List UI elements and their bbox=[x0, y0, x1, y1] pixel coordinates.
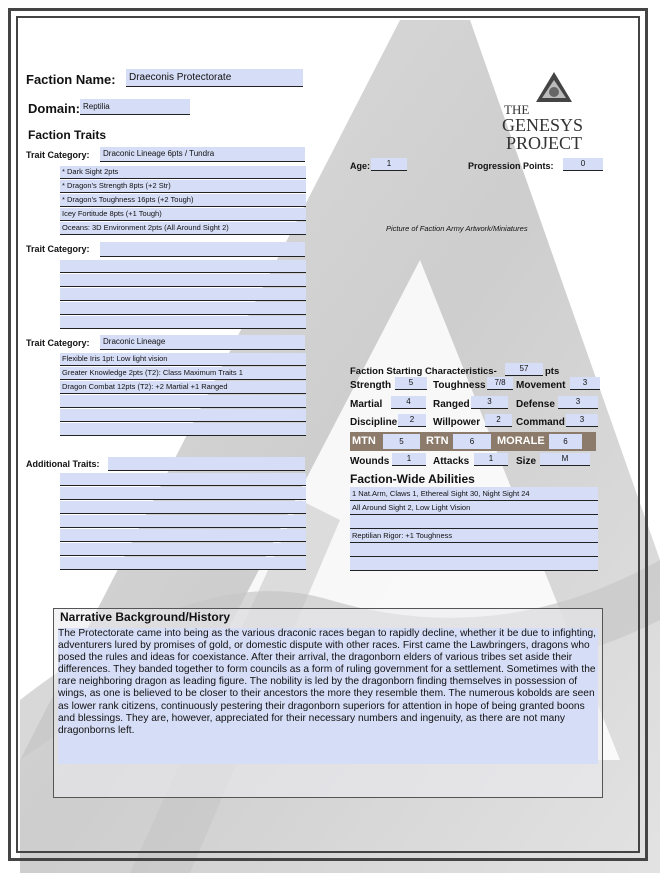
logo-the: THE bbox=[504, 102, 530, 117]
ability-row[interactable]: All Around Sight 2, Low Light Vision bbox=[350, 501, 598, 515]
trait-row[interactable]: * Dark Sight 2pts bbox=[60, 166, 306, 179]
willpower-field[interactable]: 2 bbox=[485, 414, 512, 427]
size-label: Size bbox=[516, 456, 537, 467]
movement-field[interactable]: 3 bbox=[570, 377, 600, 390]
rtn-field[interactable]: 6 bbox=[453, 434, 491, 449]
wounds-label: Wounds bbox=[350, 456, 390, 467]
discipline-field[interactable]: 2 bbox=[398, 414, 426, 427]
mtn-field[interactable]: 5 bbox=[383, 434, 420, 449]
trait-row[interactable] bbox=[60, 473, 306, 486]
mtn-label: MTN bbox=[352, 435, 376, 447]
logo-project: PROJECT bbox=[506, 133, 583, 153]
martial-field[interactable]: 4 bbox=[391, 396, 426, 409]
trait-row[interactable] bbox=[60, 288, 306, 301]
willpower-label: Willpower bbox=[433, 417, 481, 428]
discipline-label: Discipline bbox=[350, 417, 398, 428]
domain-label: Domain: bbox=[28, 101, 80, 116]
characteristics-title: Faction Starting Characteristics- bbox=[350, 366, 497, 377]
faction-name-label: Faction Name: bbox=[26, 72, 116, 87]
strength-label: Strength bbox=[350, 380, 392, 391]
trait-category-label-2: Trait Category: bbox=[26, 244, 90, 254]
defense-label: Defense bbox=[516, 399, 555, 410]
trait-row[interactable] bbox=[60, 409, 306, 422]
trait-category-field-1[interactable]: Draconic Lineage 6pts / Tundra bbox=[100, 147, 305, 162]
trait-row[interactable] bbox=[60, 543, 306, 556]
characteristic-points-field[interactable]: 57 bbox=[505, 363, 543, 376]
progression-points-label: Progression Points: bbox=[468, 161, 554, 171]
progression-points-field[interactable]: 0 bbox=[563, 158, 603, 171]
trait-row[interactable] bbox=[60, 260, 306, 273]
ability-row[interactable] bbox=[350, 543, 598, 557]
logo-genesys: GENESYS bbox=[502, 115, 584, 135]
morale-label: MORALE bbox=[497, 435, 545, 447]
command-field[interactable]: 3 bbox=[566, 414, 598, 427]
trait-row[interactable]: Icey Fortitude 8pts (+1 Tough) bbox=[60, 208, 306, 221]
ability-row[interactable]: 1 Nat.Arm, Claws 1, Ethereal Sight 30, Night Sight 24 bbox=[350, 487, 598, 501]
ranged-label: Ranged bbox=[433, 399, 470, 410]
trait-row[interactable] bbox=[60, 395, 306, 408]
narrative-title: Narrative Background/History bbox=[60, 610, 231, 624]
trait-row[interactable] bbox=[60, 515, 306, 528]
picture-caption: Picture of Faction Army Artwork/Miniatures bbox=[386, 224, 528, 233]
trait-row[interactable]: Greater Knowledge 2pts (T2): Class Maximum Traits 1 bbox=[60, 367, 306, 380]
age-label: Age: bbox=[350, 161, 370, 171]
toughness-field[interactable]: 7/8 bbox=[487, 377, 513, 390]
trait-row[interactable] bbox=[60, 529, 306, 542]
trait-row[interactable] bbox=[60, 557, 306, 570]
trait-category-field-2[interactable] bbox=[100, 242, 305, 257]
trait-row[interactable] bbox=[60, 302, 306, 315]
ranged-field[interactable]: 3 bbox=[471, 396, 508, 409]
faction-traits-title: Faction Traits bbox=[28, 128, 107, 142]
trait-category-field-3[interactable]: Draconic Lineage bbox=[100, 335, 305, 350]
faction-name-field[interactable]: Draeconis Protectorate bbox=[126, 69, 303, 87]
domain-field[interactable]: Reptilia bbox=[80, 99, 190, 115]
age-field[interactable]: 1 bbox=[371, 158, 407, 171]
trait-row[interactable]: * Dragon's Toughness 16pts (+2 Tough) bbox=[60, 194, 306, 207]
narrative-text-field[interactable]: The Protectorate came into being as the various draconic races began to rapidly decline, whether it be due to infighting, adventurers lured by promises of gold, or domestic dispute with other races. First came the Lawbringers, dragons who posed the rules and ideas for coexistance. After their arrival, the dragonborn elders of various tribes set aside their differences. They banded together to form councils as a form of ruling government for a settlement. Sometimes with the rare neighboring dragon as leading figure. The nobility is led by the dragonborn finding themselves in possession of wings, as one is believed to be closer to their ancestors the more they resemble them. The numerous kobolds are seen as lower rank citizens, continuously pestering their dragonborn superiors for attention in hope of being granted boons and blessings. They are, however, appreciated for their necessary numbers and ingenuity, as there are not many dragonborns left. bbox=[58, 628, 598, 764]
defense-field[interactable]: 3 bbox=[558, 396, 598, 409]
trait-row[interactable] bbox=[60, 274, 306, 287]
trait-category-label-1: Trait Category: bbox=[26, 150, 90, 160]
mtn-rtn-morale-bar bbox=[350, 432, 596, 451]
strength-field[interactable]: 5 bbox=[395, 377, 427, 390]
trait-row[interactable] bbox=[60, 501, 306, 514]
ability-row[interactable] bbox=[350, 515, 598, 529]
additional-traits-field[interactable] bbox=[108, 457, 305, 471]
trait-row[interactable] bbox=[60, 423, 306, 436]
trait-category-label-3: Trait Category: bbox=[26, 338, 90, 348]
trait-row[interactable]: Oceans: 3D Environment 2pts (All Around Sight 2) bbox=[60, 222, 306, 235]
attacks-field[interactable]: 1 bbox=[474, 453, 508, 466]
command-label: Command bbox=[516, 417, 565, 428]
trait-row[interactable] bbox=[60, 487, 306, 500]
faction-abilities-title: Faction-Wide Abilities bbox=[350, 472, 475, 486]
trait-row[interactable]: Dragon Combat 12pts (T2): +2 Martial +1 Ranged bbox=[60, 381, 306, 394]
size-field[interactable]: M bbox=[540, 453, 590, 466]
ability-row[interactable]: Reptilian Rigor: +1 Toughness bbox=[350, 529, 598, 543]
movement-label: Movement bbox=[516, 380, 566, 391]
trait-row[interactable] bbox=[60, 316, 306, 329]
trait-row[interactable]: * Dragon's Strength 8pts (+2 Str) bbox=[60, 180, 306, 193]
rtn-label: RTN bbox=[426, 435, 449, 447]
pts-suffix: pts bbox=[545, 366, 560, 377]
trait-row[interactable]: Flexible Iris 1pt: Low light vision bbox=[60, 353, 306, 366]
wounds-field[interactable]: 1 bbox=[392, 453, 426, 466]
additional-traits-label: Additional Traits: bbox=[26, 459, 100, 469]
attacks-label: Attacks bbox=[433, 456, 470, 467]
ability-row[interactable] bbox=[350, 557, 598, 571]
genesys-project-logo bbox=[500, 70, 592, 155]
toughness-label: Toughness bbox=[433, 380, 486, 391]
martial-label: Martial bbox=[350, 399, 383, 410]
morale-field[interactable]: 6 bbox=[549, 434, 582, 449]
